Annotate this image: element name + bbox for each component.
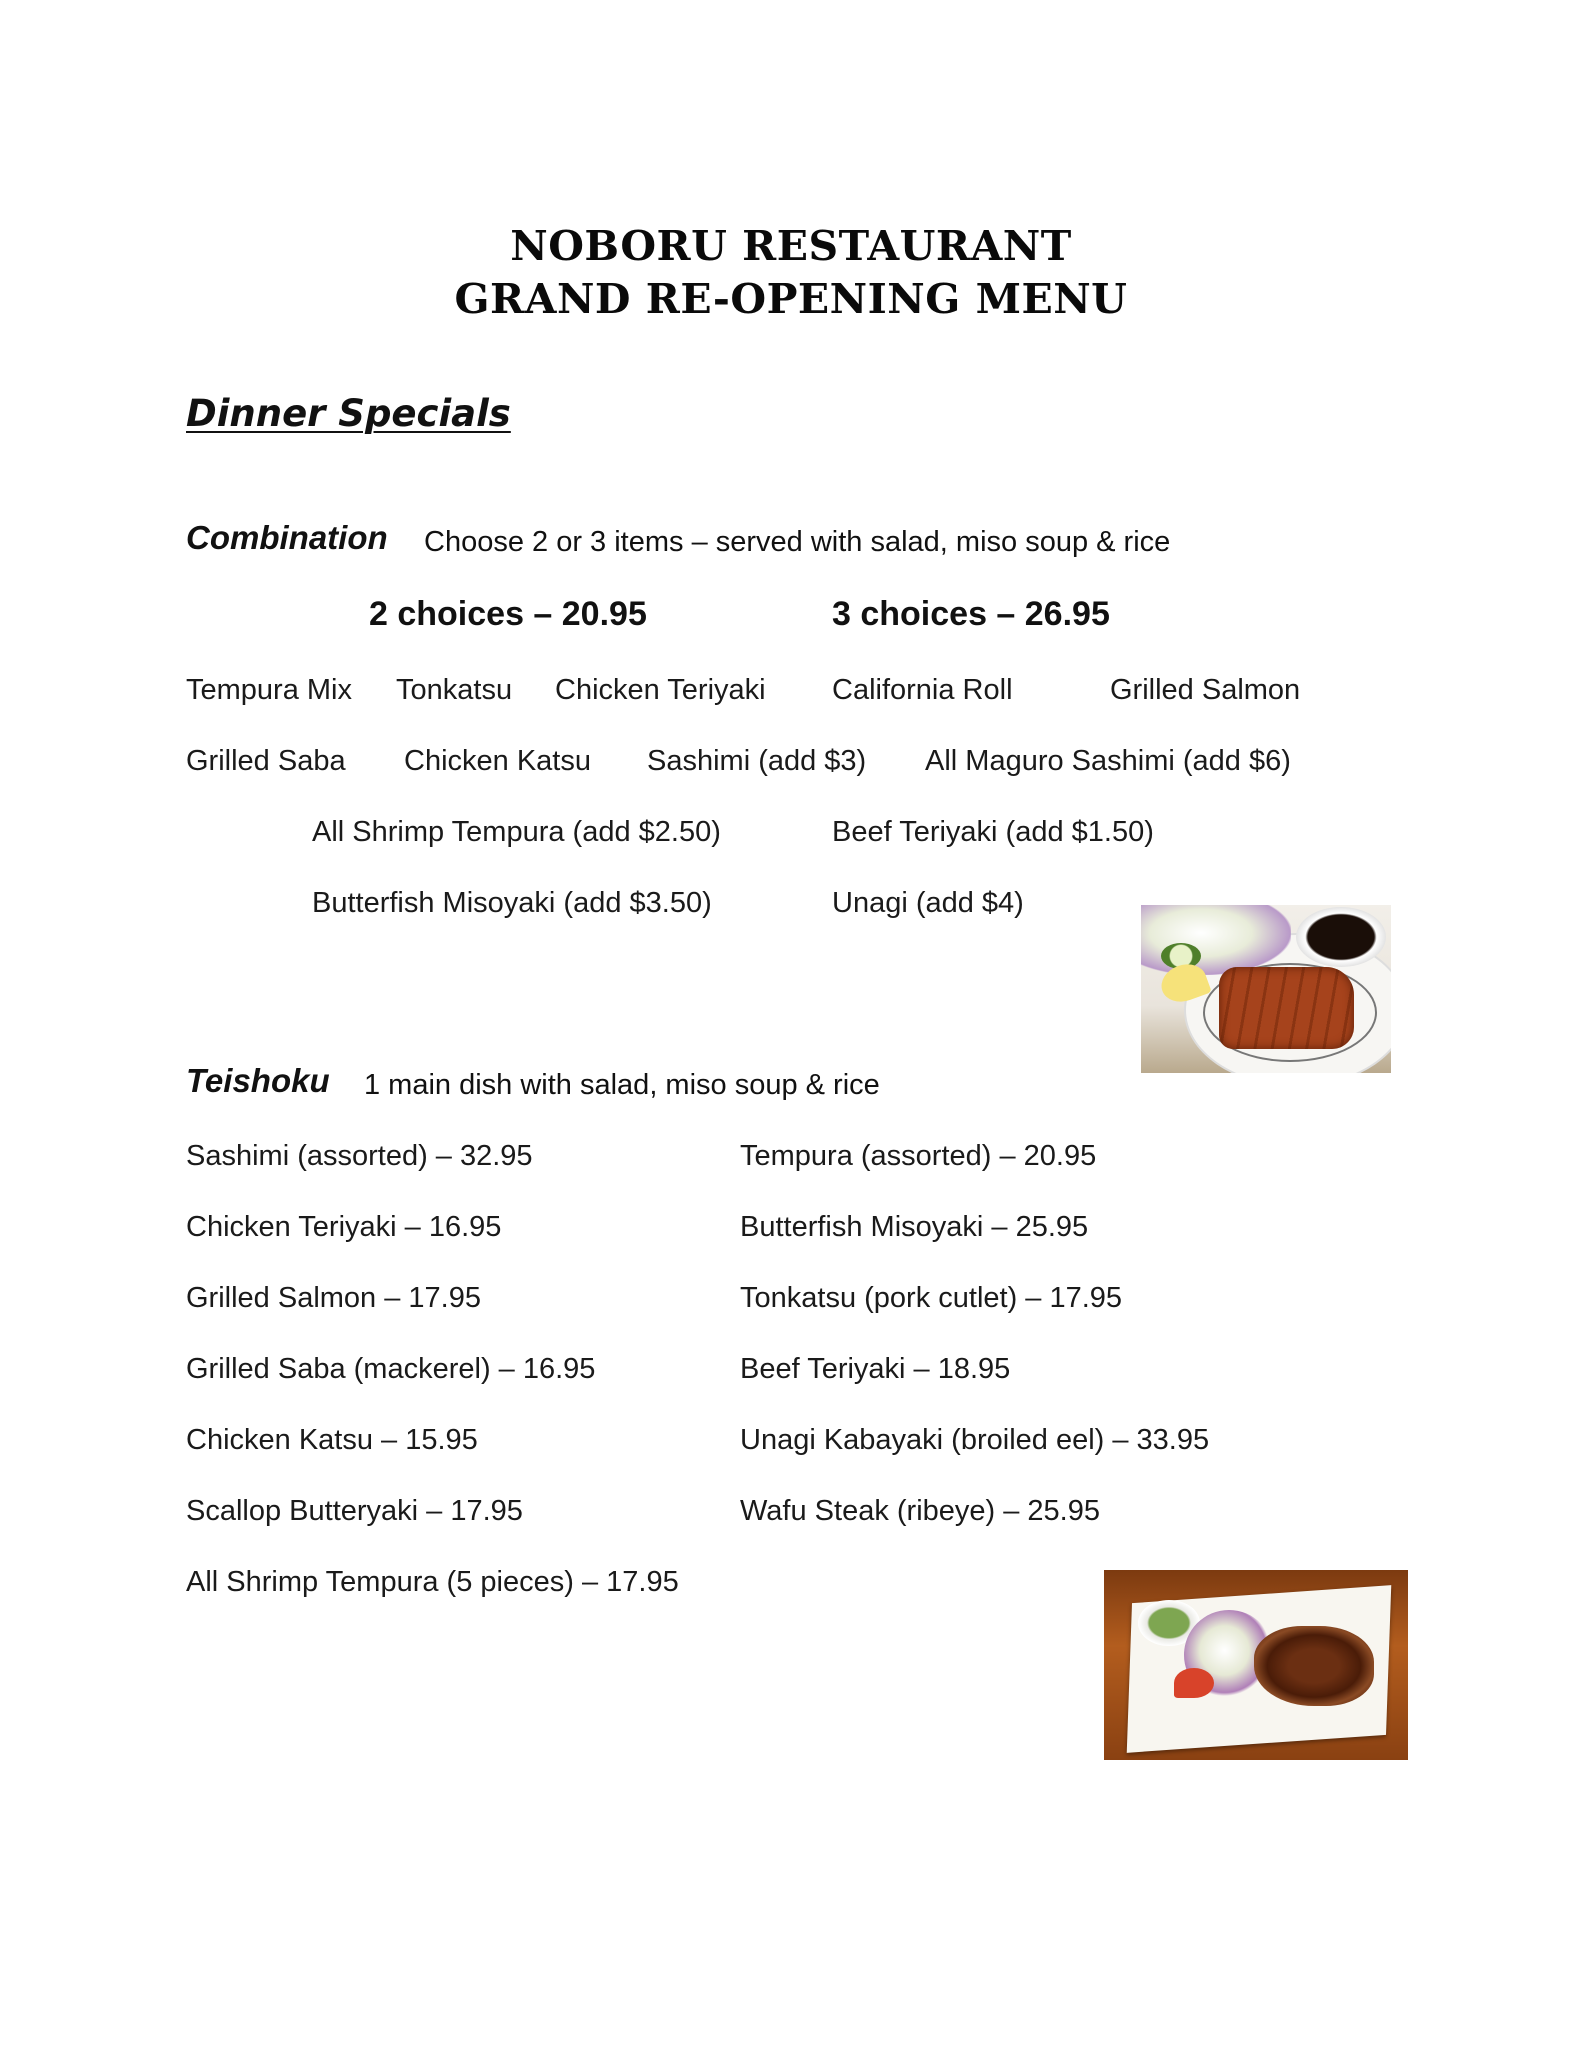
combo-item: Grilled Salmon [1110,674,1301,706]
combo-item: Chicken Teriyaki [555,674,766,706]
teishoku-item: Tempura (assorted) – 20.95 [740,1140,1097,1172]
restaurant-name: NOBORU RESTAURANT [510,222,1072,270]
teishoku-item: Grilled Salmon – 17.95 [186,1282,481,1314]
menu-title: GRAND RE-OPENING MENU [454,275,1128,323]
sauce-bowl-shape [1296,907,1386,967]
teishoku-item: Grilled Saba (mackerel) – 16.95 [186,1353,596,1385]
teishoku-item: Tonkatsu (pork cutlet) – 17.95 [740,1282,1123,1314]
teishoku-label: Teishoku [186,1062,330,1099]
beef-teriyaki-photo [1104,1570,1408,1760]
combination-description: Choose 2 or 3 items – served with salad, miso soup & rice [424,526,1171,558]
price-three-choices: 3 choices – 26.95 [832,595,1110,633]
teishoku-item: Butterfish Misoyaki – 25.95 [740,1211,1089,1243]
teishoku-item: All Shrimp Tempura (5 pieces) – 17.95 [186,1566,679,1598]
beef-shape [1254,1626,1374,1706]
combo-item: Grilled Saba [186,745,346,777]
combo-item: All Maguro Sashimi (add $6) [925,745,1291,777]
combo-item: Beef Teriyaki (add $1.50) [832,816,1154,848]
combo-item: California Roll [832,674,1013,706]
tomato-shape [1174,1668,1214,1698]
teishoku-item: Unagi Kabayaki (broiled eel) – 33.95 [740,1424,1210,1456]
combo-item: Unagi (add $4) [832,887,1024,919]
cutlet-shape [1219,967,1354,1049]
combination-label: Combination [186,519,388,556]
combo-item: All Shrimp Tempura (add $2.50) [312,816,721,848]
teishoku-description: 1 main dish with salad, miso soup & rice [364,1069,880,1101]
teishoku-item: Chicken Teriyaki – 16.95 [186,1211,502,1243]
combo-item: Chicken Katsu [404,745,591,777]
tonkatsu-photo [1141,905,1391,1073]
teishoku-item: Chicken Katsu – 15.95 [186,1424,478,1456]
combo-item: Butterfish Misoyaki (add $3.50) [312,887,712,919]
price-two-choices: 2 choices – 20.95 [369,595,647,633]
combo-item: Sashimi (add $3) [647,745,867,777]
teishoku-item: Scallop Butteryaki – 17.95 [186,1495,523,1527]
teishoku-item: Sashimi (assorted) – 32.95 [186,1140,533,1172]
teishoku-item: Wafu Steak (ribeye) – 25.95 [740,1495,1100,1527]
teishoku-item: Beef Teriyaki – 18.95 [740,1353,1011,1385]
combo-item: Tempura Mix [186,674,352,706]
combo-item: Tonkatsu [396,674,513,706]
section-heading-dinner-specials: Dinner Specials [186,392,511,435]
